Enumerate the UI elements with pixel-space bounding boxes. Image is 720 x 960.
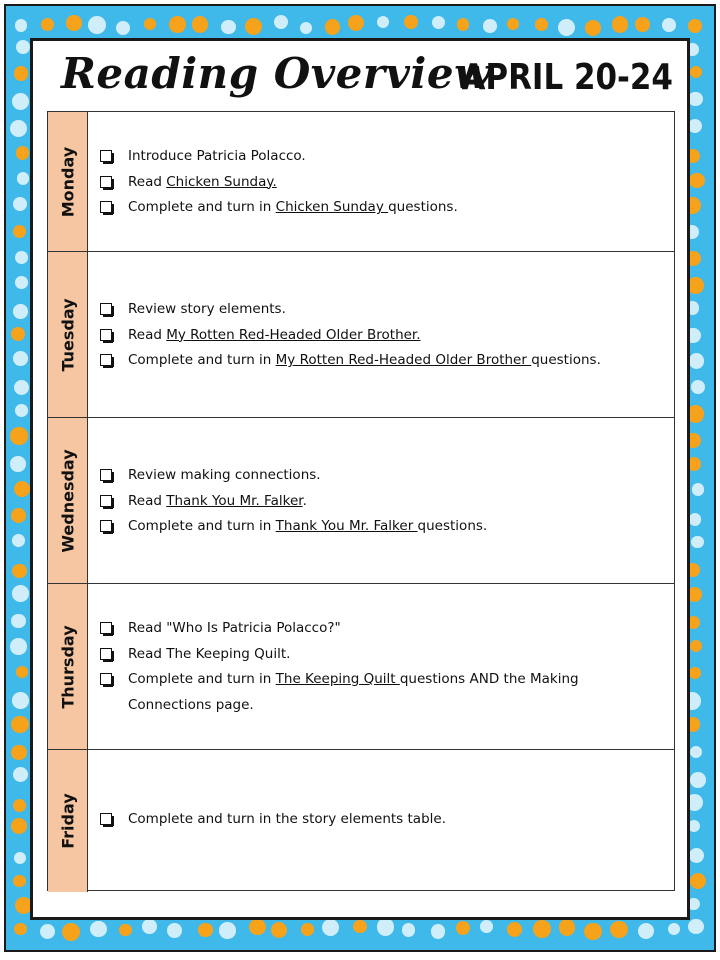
task-item	[100, 195, 666, 221]
border-dot	[16, 40, 30, 54]
border-dot	[13, 351, 28, 366]
border-dot	[11, 508, 26, 523]
task-text: Review story elements.	[128, 301, 286, 317]
border-dot	[16, 146, 29, 159]
border-dot	[271, 922, 287, 938]
border-dot	[690, 66, 702, 78]
border-dot	[13, 875, 26, 888]
border-dot	[689, 513, 702, 526]
border-dot	[689, 667, 701, 679]
page-title: Reading Overview	[61, 49, 491, 98]
checkbox-icon[interactable]	[100, 520, 112, 532]
checkbox-icon[interactable]	[100, 648, 112, 660]
task-item	[100, 489, 666, 515]
day-row-tuesday	[48, 252, 674, 418]
checkbox-icon[interactable]	[100, 813, 112, 825]
border-dot	[300, 22, 312, 34]
task-list	[100, 463, 666, 540]
border-dot	[690, 746, 703, 759]
task-suffix: questions.	[388, 199, 458, 215]
task-text: Review making connections.	[128, 467, 321, 483]
border-dot	[245, 18, 262, 35]
border-dot	[689, 173, 705, 189]
border-dot	[15, 251, 28, 264]
border-dot	[13, 304, 28, 319]
border-dot	[377, 16, 389, 28]
checkbox-icon[interactable]	[100, 354, 112, 366]
task-prefix: Complete and turn in	[128, 352, 276, 368]
day-label: Wednesday	[58, 448, 77, 553]
border-dot	[689, 848, 705, 864]
border-dot	[15, 19, 28, 32]
border-dot	[219, 922, 235, 938]
task-suffix: questions.	[531, 352, 601, 368]
task-text: Introduce Patricia Polacco.	[128, 148, 306, 164]
border-dot	[144, 18, 156, 30]
task-text: Read The Keeping Quilt.	[128, 645, 291, 662]
task-prefix: Read	[128, 326, 167, 343]
border-dot	[322, 919, 339, 936]
weekly-schedule-table	[47, 111, 675, 891]
day-label: Friday	[58, 793, 77, 849]
border-dot	[10, 120, 27, 137]
task-prefix: Complete and turn in	[128, 671, 276, 687]
border-dot	[11, 614, 26, 629]
border-dot	[40, 924, 55, 939]
book-title: Chicken Sunday	[275, 199, 389, 215]
task-item	[100, 323, 666, 349]
border-dot	[668, 923, 680, 935]
task-item	[100, 348, 666, 374]
task-item	[100, 667, 614, 718]
task-item	[100, 170, 666, 196]
task-item	[100, 514, 666, 540]
task-list	[100, 807, 666, 833]
border-dot	[10, 638, 27, 655]
border-dot	[690, 640, 702, 652]
checkbox-icon[interactable]	[100, 495, 112, 507]
border-dot	[533, 920, 550, 937]
day-cell	[48, 750, 88, 892]
day-row-friday	[48, 750, 674, 892]
book-title: Thank You Mr. Falker	[166, 492, 303, 509]
task-text: Read "Who Is Patricia Polacco?"	[128, 620, 341, 636]
border-dot	[88, 16, 106, 34]
border-dot	[612, 16, 629, 33]
border-dot	[662, 18, 676, 32]
border-dot	[456, 921, 470, 935]
border-dot	[689, 353, 704, 368]
border-dot	[12, 585, 29, 602]
border-dot	[13, 799, 26, 812]
border-dot	[11, 818, 27, 834]
task-item	[100, 642, 614, 668]
checkbox-icon[interactable]	[100, 469, 112, 481]
border-dot	[480, 920, 492, 932]
day-cell	[48, 252, 88, 417]
border-dot	[10, 427, 27, 444]
border-dot	[690, 772, 706, 788]
border-dot	[13, 197, 27, 211]
day-label: Tuesday	[58, 297, 77, 372]
date-range: APRIL 20-24	[461, 57, 673, 98]
border-dot	[507, 922, 522, 937]
day-label: Monday	[58, 146, 77, 217]
border-dot	[507, 18, 519, 30]
border-dot	[348, 15, 364, 31]
border-dot	[690, 873, 706, 889]
task-item	[100, 616, 614, 642]
border-dot	[13, 767, 28, 782]
border-dot	[14, 481, 30, 497]
border-dot	[483, 19, 497, 33]
border-dot	[119, 924, 132, 937]
border-dot	[559, 919, 576, 936]
border-dot	[62, 923, 80, 941]
task-suffix: .	[302, 492, 307, 509]
border-dot	[14, 380, 29, 395]
border-dot	[688, 919, 704, 935]
border-dot	[15, 404, 28, 417]
border-dot	[12, 564, 27, 579]
border-dot	[353, 920, 366, 933]
day-label: Thursday	[58, 624, 77, 709]
border-dot	[402, 923, 415, 936]
border-dot	[198, 923, 213, 938]
day-cell	[48, 584, 88, 749]
border-dot	[558, 19, 575, 36]
border-dot	[12, 692, 29, 709]
task-item	[100, 807, 666, 833]
border-dot	[457, 18, 469, 30]
border-dot	[535, 18, 548, 31]
border-dot	[12, 93, 29, 110]
border-dot	[610, 921, 627, 938]
task-list	[100, 297, 666, 374]
border-dot	[11, 327, 25, 341]
border-dot	[10, 456, 26, 472]
task-prefix: Read	[128, 492, 167, 509]
border-dot	[404, 15, 418, 29]
border-dot	[13, 225, 26, 238]
worksheet-panel	[30, 38, 690, 920]
checkbox-icon[interactable]	[100, 622, 112, 634]
border-dot	[142, 919, 157, 934]
border-dot	[301, 923, 314, 936]
border-dot	[221, 20, 236, 35]
border-dot	[432, 16, 445, 29]
border-dot	[14, 923, 26, 935]
border-dot	[14, 66, 28, 80]
border-dot	[325, 19, 341, 35]
border-dot	[16, 666, 28, 678]
border-dot	[14, 852, 26, 864]
book-title: Thank You Mr. Falker	[275, 518, 418, 534]
task-prefix: Complete and turn in	[128, 199, 276, 215]
border-dot	[249, 919, 265, 935]
border-dot	[688, 92, 702, 106]
task-prefix: Read	[128, 173, 167, 190]
border-dot	[584, 923, 602, 941]
border-dot	[638, 923, 654, 939]
day-row-monday	[48, 112, 674, 252]
task-suffix: questions.	[417, 518, 488, 534]
book-title: My Rotten Red-Headed Older Brother.	[166, 326, 421, 343]
task-text: Complete and turn in the story elements table.	[128, 811, 446, 827]
book-title: The Keeping Quilt	[275, 671, 400, 687]
day-cell	[48, 418, 88, 583]
border-dot	[431, 924, 445, 938]
task-item	[100, 297, 666, 323]
border-dot	[12, 534, 25, 547]
book-title: Chicken Sunday.	[166, 173, 277, 190]
border-dot	[116, 21, 131, 36]
task-prefix: Complete and turn in	[128, 518, 276, 534]
border-dot	[635, 17, 650, 32]
task-item	[100, 144, 666, 170]
checkbox-icon[interactable]	[100, 303, 112, 315]
border-dot	[11, 716, 28, 733]
task-list	[100, 144, 666, 221]
checkbox-icon[interactable]	[100, 329, 112, 341]
border-dot	[192, 16, 208, 32]
border-dot	[15, 276, 28, 289]
checkbox-icon[interactable]	[100, 673, 112, 685]
border-dot	[274, 15, 288, 29]
border-dot	[66, 15, 81, 30]
border-dot	[169, 16, 186, 33]
border-dot	[377, 918, 394, 935]
checkbox-icon[interactable]	[100, 176, 112, 188]
book-title: My Rotten Red-Headed Older Brother	[275, 352, 532, 368]
checkbox-icon[interactable]	[100, 201, 112, 213]
border-dot	[691, 536, 704, 549]
border-dot	[167, 923, 182, 938]
border-dot	[41, 18, 55, 32]
task-list	[100, 616, 614, 718]
task-suffix: questions AND the Making Connections page.	[128, 671, 579, 713]
border-dot	[17, 172, 30, 185]
day-row-thursday	[48, 584, 674, 750]
border-dot	[11, 745, 26, 760]
border-dot	[691, 380, 706, 395]
border-dot	[692, 483, 705, 496]
border-dot	[688, 19, 701, 32]
day-row-wednesday	[48, 418, 674, 584]
day-cell	[48, 112, 88, 251]
border-dot	[90, 921, 106, 937]
border-dot	[585, 20, 601, 36]
checkbox-icon[interactable]	[100, 150, 112, 162]
task-item	[100, 463, 666, 489]
